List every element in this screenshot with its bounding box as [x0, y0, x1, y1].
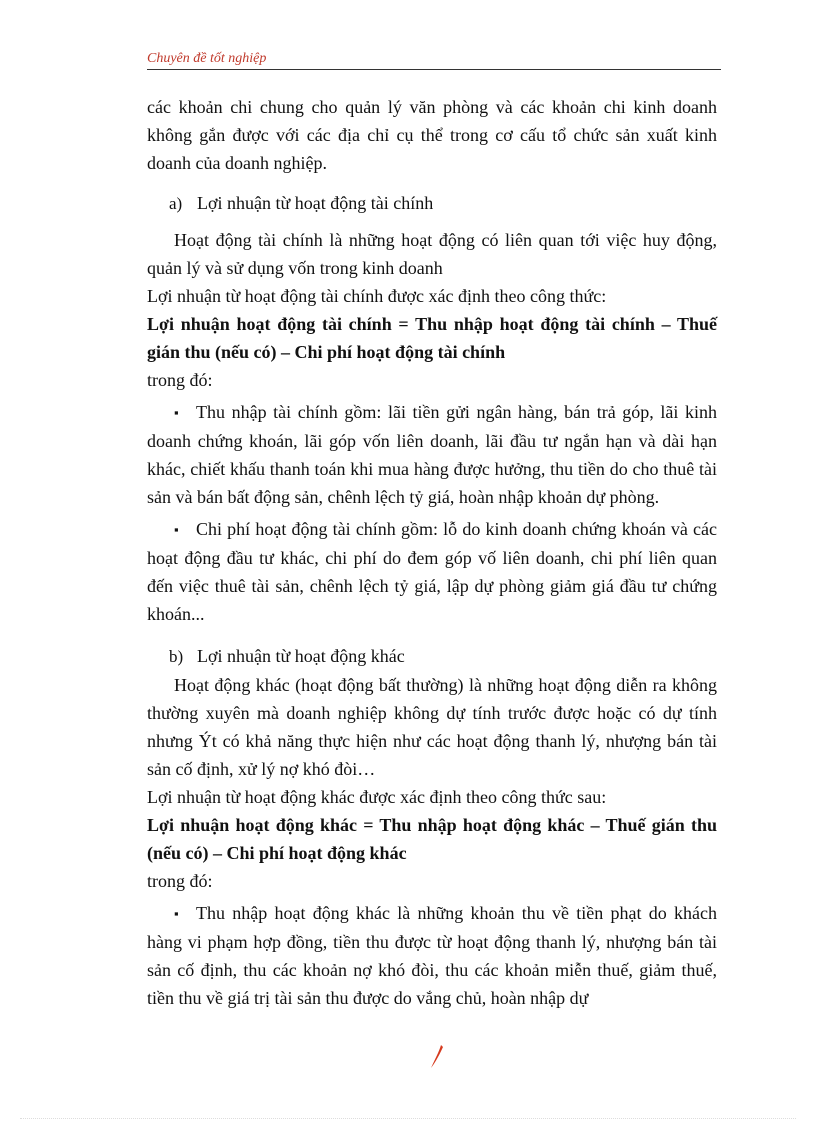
section-a-bullet-item [147, 515, 717, 628]
section-b-title: Lợi nhuận từ hoạt động khác [197, 646, 405, 666]
paragraph-intro: các khoản chi chung cho quản lý văn phòng và các khoản chi kinh doanh không gắn được với các địa chỉ cụ thể trong cơ cấu tổ chức sản xuất kinh doanh của doanh nghiệp. [147, 97, 717, 173]
section-b-letter: b) [169, 647, 184, 666]
section-b-bullet-item [147, 899, 717, 1012]
section-a-heading [147, 189, 717, 218]
section-a-paragraph: Hoạt động tài chính là những hoạt động có liên quan tới việc huy động, quản lý và sử dụng vốn trong kinh doanh [147, 230, 717, 278]
document-body [147, 93, 717, 1012]
bullet-icon: ▪ [174, 405, 179, 420]
section-b-where: trong đó: [147, 871, 213, 891]
section-a-formula-intro: Lợi nhuận từ hoạt động tài chính được xác định theo công thức: [147, 286, 607, 306]
section-b-formula: Lợi nhuận hoạt động khác = Thu nhập hoạt động khác – Thuế gián thu (nếu có) – Chi phí hoạt động khác [147, 815, 717, 863]
page-header [147, 49, 721, 70]
bullet-icon: ▪ [174, 906, 179, 921]
section-a-letter: a) [169, 194, 183, 213]
section-b-paragraph: Hoạt động khác (hoạt động bất thường) là những hoạt động diễn ra không thường xuyên mà doanh nghiệp không dự tính trước được hoặc có dự tính nhưng Ýt có khả năng thực hiện như các hoạt động thanh lý, nhượng bán tài sản cố định, xử lý nợ khó đòi… [147, 675, 717, 779]
section-a-title: Lợi nhuận từ hoạt động tài chính [197, 193, 434, 213]
page-bottom-divider [20, 1118, 796, 1119]
page-number-mark-icon [428, 1044, 446, 1070]
bullet-text: Thu nhập tài chính gồm: lãi tiền gửi ngân hàng, bán trả góp, lãi kinh doanh chứng khoán, lãi góp vốn liên doanh, lãi đầu tư ngắn hạn và dài hạn khác, chiết khấu thanh toán khi mua hàng được hưởng, thu tiền do cho thuê tài sản và bán bất động sản, chênh lệch tỷ giá, hoàn nhập khoản dự phòng. [147, 402, 717, 507]
section-a-where: trong đó: [147, 370, 213, 390]
bullet-icon: ▪ [174, 522, 179, 537]
section-a-formula: Lợi nhuận hoạt động tài chính = Thu nhập hoạt động tài chính – Thuế gián thu (nếu có) – Chi phí hoạt động tài chính [147, 314, 717, 362]
header-title: Chuyên đề tốt nghiệp [147, 51, 267, 66]
section-a-bullet-item [147, 398, 717, 511]
section-b-heading [147, 642, 717, 671]
bullet-text: Thu nhập hoạt động khác là những khoản thu về tiền phạt do khách hàng vi phạm hợp đồng, tiền thu được từ hoạt động thanh lý, nhượng bán tài sản cố định, thu các khoản nợ khó đòi, thu các khoản miễn thuế, giảm thuế, tiền thu về giá trị tài sản thu được do vắng chủ, hoàn nhập dự [147, 903, 717, 1008]
section-b-formula-intro: Lợi nhuận từ hoạt động khác được xác định theo công thức sau: [147, 787, 607, 807]
bullet-text: Chi phí hoạt động tài chính gồm: lỗ do kinh doanh chứng khoán và các hoạt động đầu tư khác, chi phí do đem góp vố liên doanh, chi phí liên quan đến việc thuê tài sản, chênh lệch tỷ giá, lập dự phòng giảm giá đầu tư chứng khoán... [147, 519, 717, 624]
